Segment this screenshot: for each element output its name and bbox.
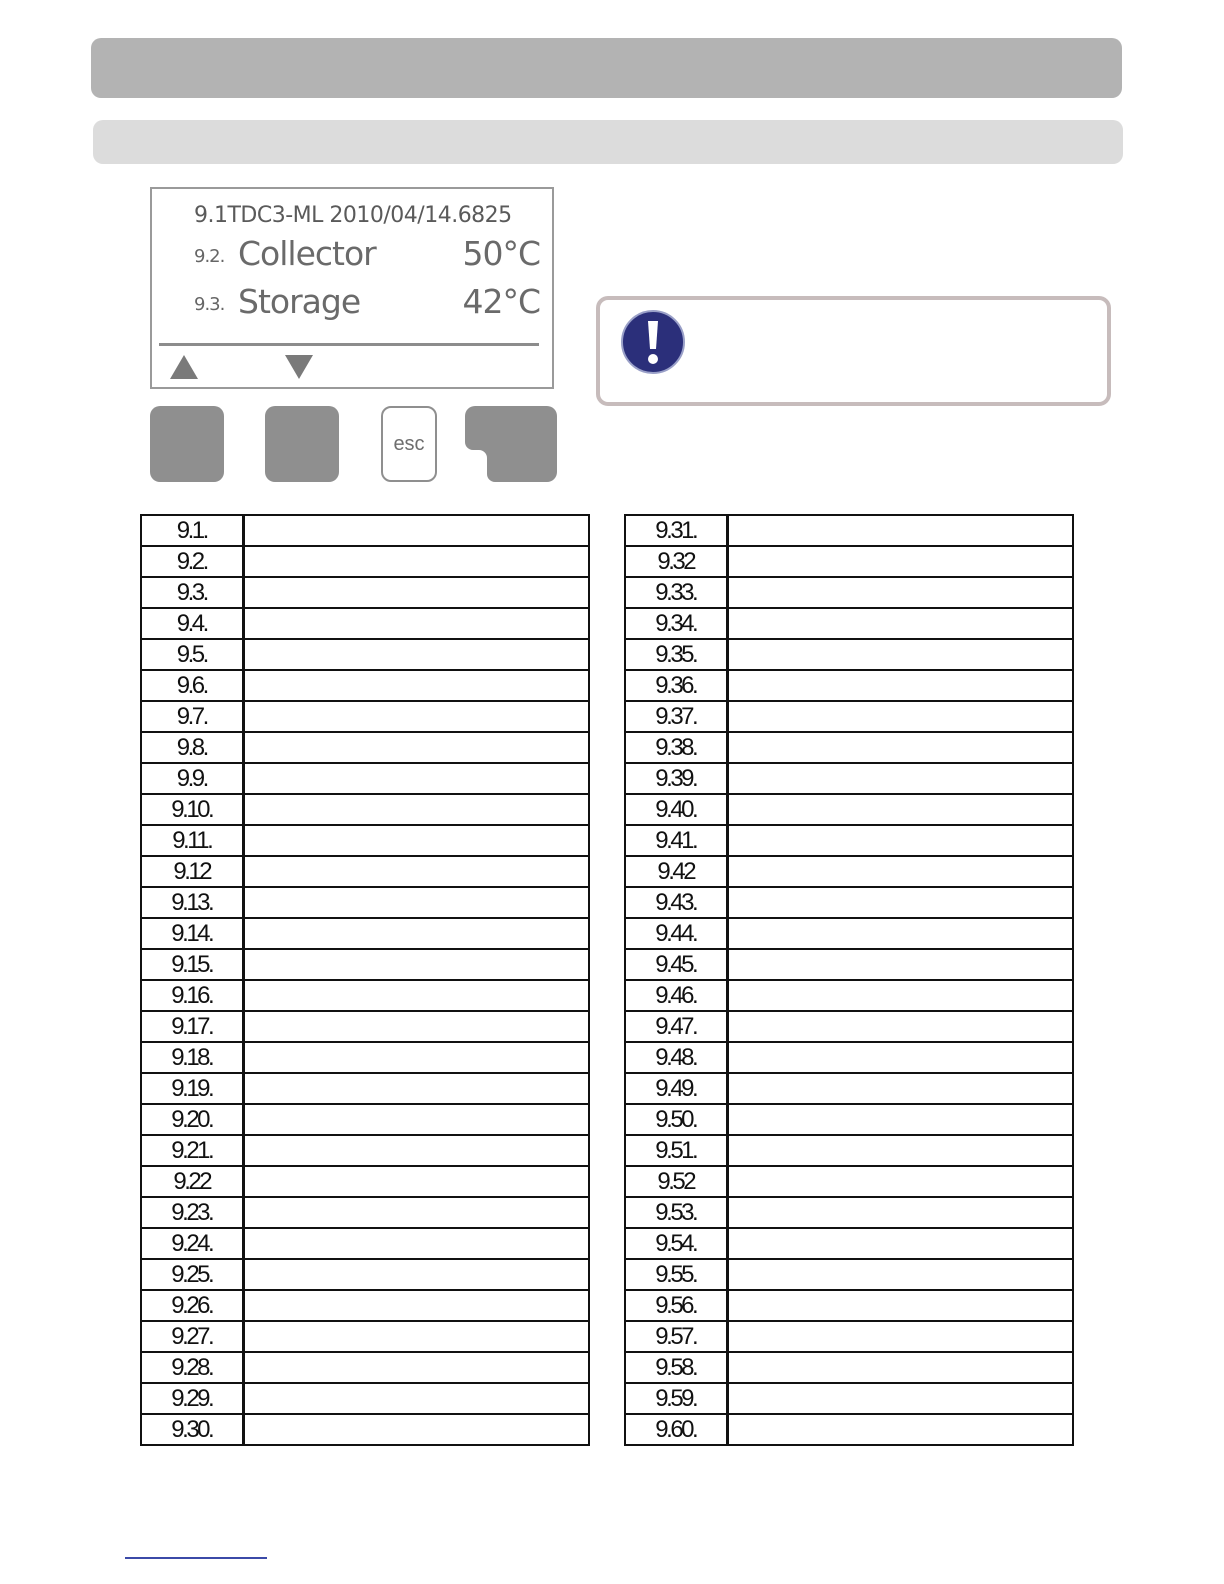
parameter-code: 9.25. [141,1259,243,1290]
up-button[interactable] [150,406,224,482]
parameter-value-cell[interactable] [243,1414,589,1445]
parameter-code: 9.41. [625,825,727,856]
table-row [625,732,1073,763]
table-row [141,1042,589,1073]
parameter-code: 9.60. [625,1414,727,1445]
parameter-value-cell[interactable] [243,1104,589,1135]
table-row [625,1197,1073,1228]
display-row-value: 50°C [462,234,540,273]
notice-box [596,296,1111,406]
display-row-storage [194,277,540,321]
parameter-code: 9.33. [625,577,727,608]
parameter-code: 9.5. [141,639,243,670]
parameter-value-cell[interactable] [727,1228,1073,1259]
parameter-code: 9.28. [141,1352,243,1383]
parameter-value-cell[interactable] [727,918,1073,949]
parameter-code: 9.1. [141,515,243,546]
parameter-code: 9.10. [141,794,243,825]
parameter-value-cell[interactable] [727,608,1073,639]
parameter-code: 9.19. [141,1073,243,1104]
parameter-value-cell[interactable] [243,608,589,639]
parameter-value-cell[interactable] [243,763,589,794]
parameter-value-cell[interactable] [243,949,589,980]
table-row [625,1011,1073,1042]
parameter-value-cell[interactable] [727,1166,1073,1197]
table-row [141,1011,589,1042]
table-row [625,670,1073,701]
table-row [625,639,1073,670]
parameter-code: 9.55. [625,1259,727,1290]
parameter-value-cell[interactable] [727,763,1073,794]
parameter-code: 9.53. [625,1197,727,1228]
table-row [141,1228,589,1259]
parameter-code: 9.47. [625,1011,727,1042]
parameter-value-cell[interactable] [243,1290,589,1321]
table-row [625,1228,1073,1259]
table-row [141,856,589,887]
table-row [625,1321,1073,1352]
table-row [625,546,1073,577]
parameter-code: 9.32 [625,546,727,577]
parameter-code: 9.17. [141,1011,243,1042]
parameter-code: 9.39. [625,763,727,794]
parameter-code: 9.27. [141,1321,243,1352]
table-row [625,918,1073,949]
parameter-value-cell[interactable] [727,639,1073,670]
parameter-code: 9.59. [625,1383,727,1414]
esc-button[interactable]: esc [381,406,437,482]
parameter-value-cell[interactable] [727,1352,1073,1383]
parameter-value-cell[interactable] [243,1166,589,1197]
parameter-value-cell[interactable] [727,701,1073,732]
table-row [625,1259,1073,1290]
table-row [141,577,589,608]
table-row [141,763,589,794]
parameter-code: 9.13. [141,887,243,918]
parameter-value-cell[interactable] [243,1321,589,1352]
parameter-value-cell[interactable] [243,980,589,1011]
table-row [625,1166,1073,1197]
parameter-value-cell[interactable] [727,546,1073,577]
parameter-code: 9.22 [141,1166,243,1197]
parameter-table-left [140,514,590,1446]
parameter-code: 9.35. [625,639,727,670]
table-row [625,825,1073,856]
parameter-value-cell[interactable] [727,1290,1073,1321]
parameter-code: 9.45. [625,949,727,980]
parameter-value-cell[interactable] [727,1197,1073,1228]
parameter-value-cell[interactable] [243,701,589,732]
parameter-code: 9.24. [141,1228,243,1259]
parameter-code: 9.43. [625,887,727,918]
parameter-code: 9.8. [141,732,243,763]
parameter-code: 9.29. [141,1383,243,1414]
table-row [625,887,1073,918]
parameter-code: 9.11. [141,825,243,856]
parameter-value-cell[interactable] [727,1414,1073,1445]
parameter-value-cell[interactable] [243,1352,589,1383]
table-row [141,794,589,825]
parameter-code: 9.12 [141,856,243,887]
parameter-code: 9.15. [141,949,243,980]
parameter-code: 9.40. [625,794,727,825]
parameter-code: 9.20. [141,1104,243,1135]
parameter-code: 9.14. [141,918,243,949]
triangle-down-icon [285,355,313,379]
display-info-line: 9.1TDC3-ML 2010/04/14.6825 [194,203,512,228]
parameter-value-cell[interactable] [243,1383,589,1414]
parameter-value-cell[interactable] [243,515,589,546]
table-row [141,546,589,577]
table-row [141,1259,589,1290]
parameter-value-cell[interactable] [727,825,1073,856]
parameter-code: 9.6. [141,670,243,701]
parameter-value-cell[interactable] [243,856,589,887]
parameter-value-cell[interactable] [727,887,1073,918]
parameter-value-cell[interactable] [243,1042,589,1073]
table-row [141,1414,589,1445]
parameter-value-cell[interactable] [243,887,589,918]
parameter-code: 9.52 [625,1166,727,1197]
parameter-code: 9.58. [625,1352,727,1383]
table-row [625,1290,1073,1321]
table-row [625,1073,1073,1104]
parameter-value-cell[interactable] [243,825,589,856]
parameter-value-cell[interactable] [727,794,1073,825]
parameter-code: 9.50. [625,1104,727,1135]
parameter-code: 9.26. [141,1290,243,1321]
display-row-collector [194,229,540,273]
table-row [141,670,589,701]
parameter-code: 9.30. [141,1414,243,1445]
table-row [625,763,1073,794]
parameter-code: 9.21. [141,1135,243,1166]
down-button[interactable] [265,406,339,482]
parameter-code: 9.7. [141,701,243,732]
parameter-code: 9.2. [141,546,243,577]
parameter-value-cell[interactable] [243,1073,589,1104]
parameter-value-cell[interactable] [243,639,589,670]
table-row [141,639,589,670]
parameter-value-cell[interactable] [727,1042,1073,1073]
table-row [141,980,589,1011]
display-row-name: Collector [238,234,376,273]
controller-display [150,187,554,389]
parameter-value-cell[interactable] [727,1259,1073,1290]
table-row [141,825,589,856]
parameter-code: 9.56. [625,1290,727,1321]
parameter-value-cell[interactable] [243,794,589,825]
table-row [625,1414,1073,1445]
parameter-code: 9.18. [141,1042,243,1073]
table-row [625,794,1073,825]
table-row [625,608,1073,639]
parameter-value-cell[interactable] [243,918,589,949]
table-row [141,608,589,639]
parameter-code: 9.48. [625,1042,727,1073]
parameter-value-cell[interactable] [727,1104,1073,1135]
parameter-value-cell[interactable] [243,1135,589,1166]
parameter-code: 9.16. [141,980,243,1011]
parameter-value-cell[interactable] [243,577,589,608]
parameter-value-cell[interactable] [727,1073,1073,1104]
table-row [141,918,589,949]
parameter-value-cell[interactable] [727,670,1073,701]
table-row [625,1352,1073,1383]
parameter-code: 9.23. [141,1197,243,1228]
table-row [141,1383,589,1414]
subheader-bar [93,120,1123,164]
table-row [625,1104,1073,1135]
table-row [625,577,1073,608]
table-row [625,856,1073,887]
parameter-code: 9.4. [141,608,243,639]
table-row [141,1290,589,1321]
table-row [141,1197,589,1228]
parameter-code: 9.3. [141,577,243,608]
table-row [141,1104,589,1135]
parameter-value-cell[interactable] [243,732,589,763]
parameter-value-cell[interactable] [727,577,1073,608]
parameter-value-cell[interactable] [727,1383,1073,1414]
parameter-value-cell[interactable] [243,1228,589,1259]
table-row [625,949,1073,980]
parameter-value-cell[interactable] [243,546,589,577]
table-row [625,515,1073,546]
table-row [141,887,589,918]
parameter-value-cell[interactable] [243,1197,589,1228]
header-bar [91,38,1122,98]
table-row [141,1135,589,1166]
table-row [141,732,589,763]
parameter-table-right [624,514,1074,1446]
parameter-code: 9.9. [141,763,243,794]
table-row [141,515,589,546]
parameter-code: 9.54. [625,1228,727,1259]
ok-button-shape [465,406,557,482]
parameter-value-cell[interactable] [727,732,1073,763]
parameter-value-cell[interactable] [727,949,1073,980]
display-divider [159,343,539,346]
table-row [141,949,589,980]
triangle-up-icon [170,355,198,379]
table-row [141,1073,589,1104]
display-row-number: 9.2. [194,246,225,267]
table-row [141,1166,589,1197]
ok-button[interactable] [465,406,557,482]
parameter-value-cell[interactable] [243,670,589,701]
table-row [141,1321,589,1352]
table-row [625,1135,1073,1166]
parameter-value-cell[interactable] [727,856,1073,887]
parameter-code: 9.37. [625,701,727,732]
exclamation-icon [620,309,686,380]
parameter-value-cell[interactable] [727,515,1073,546]
parameter-code: 9.57. [625,1321,727,1352]
parameter-code: 9.44. [625,918,727,949]
table-row [141,1352,589,1383]
parameter-code: 9.34. [625,608,727,639]
parameter-value-cell[interactable] [727,980,1073,1011]
parameter-value-cell[interactable] [727,1011,1073,1042]
table-row [625,980,1073,1011]
parameter-code: 9.51. [625,1135,727,1166]
display-row-number: 9.3. [194,294,225,315]
parameter-code: 9.31. [625,515,727,546]
table-row [625,701,1073,732]
parameter-code: 9.36. [625,670,727,701]
parameter-value-cell[interactable] [727,1321,1073,1352]
parameter-code: 9.38. [625,732,727,763]
footer-link-line [125,1557,267,1559]
parameter-value-cell[interactable] [727,1135,1073,1166]
display-row-name: Storage [238,282,361,321]
parameter-value-cell[interactable] [243,1011,589,1042]
parameter-value-cell[interactable] [243,1259,589,1290]
parameter-code: 9.49. [625,1073,727,1104]
parameter-code: 9.46. [625,980,727,1011]
table-row [625,1383,1073,1414]
display-row-value: 42°C [462,282,540,321]
table-row [141,701,589,732]
table-row [625,1042,1073,1073]
parameter-code: 9.42 [625,856,727,887]
